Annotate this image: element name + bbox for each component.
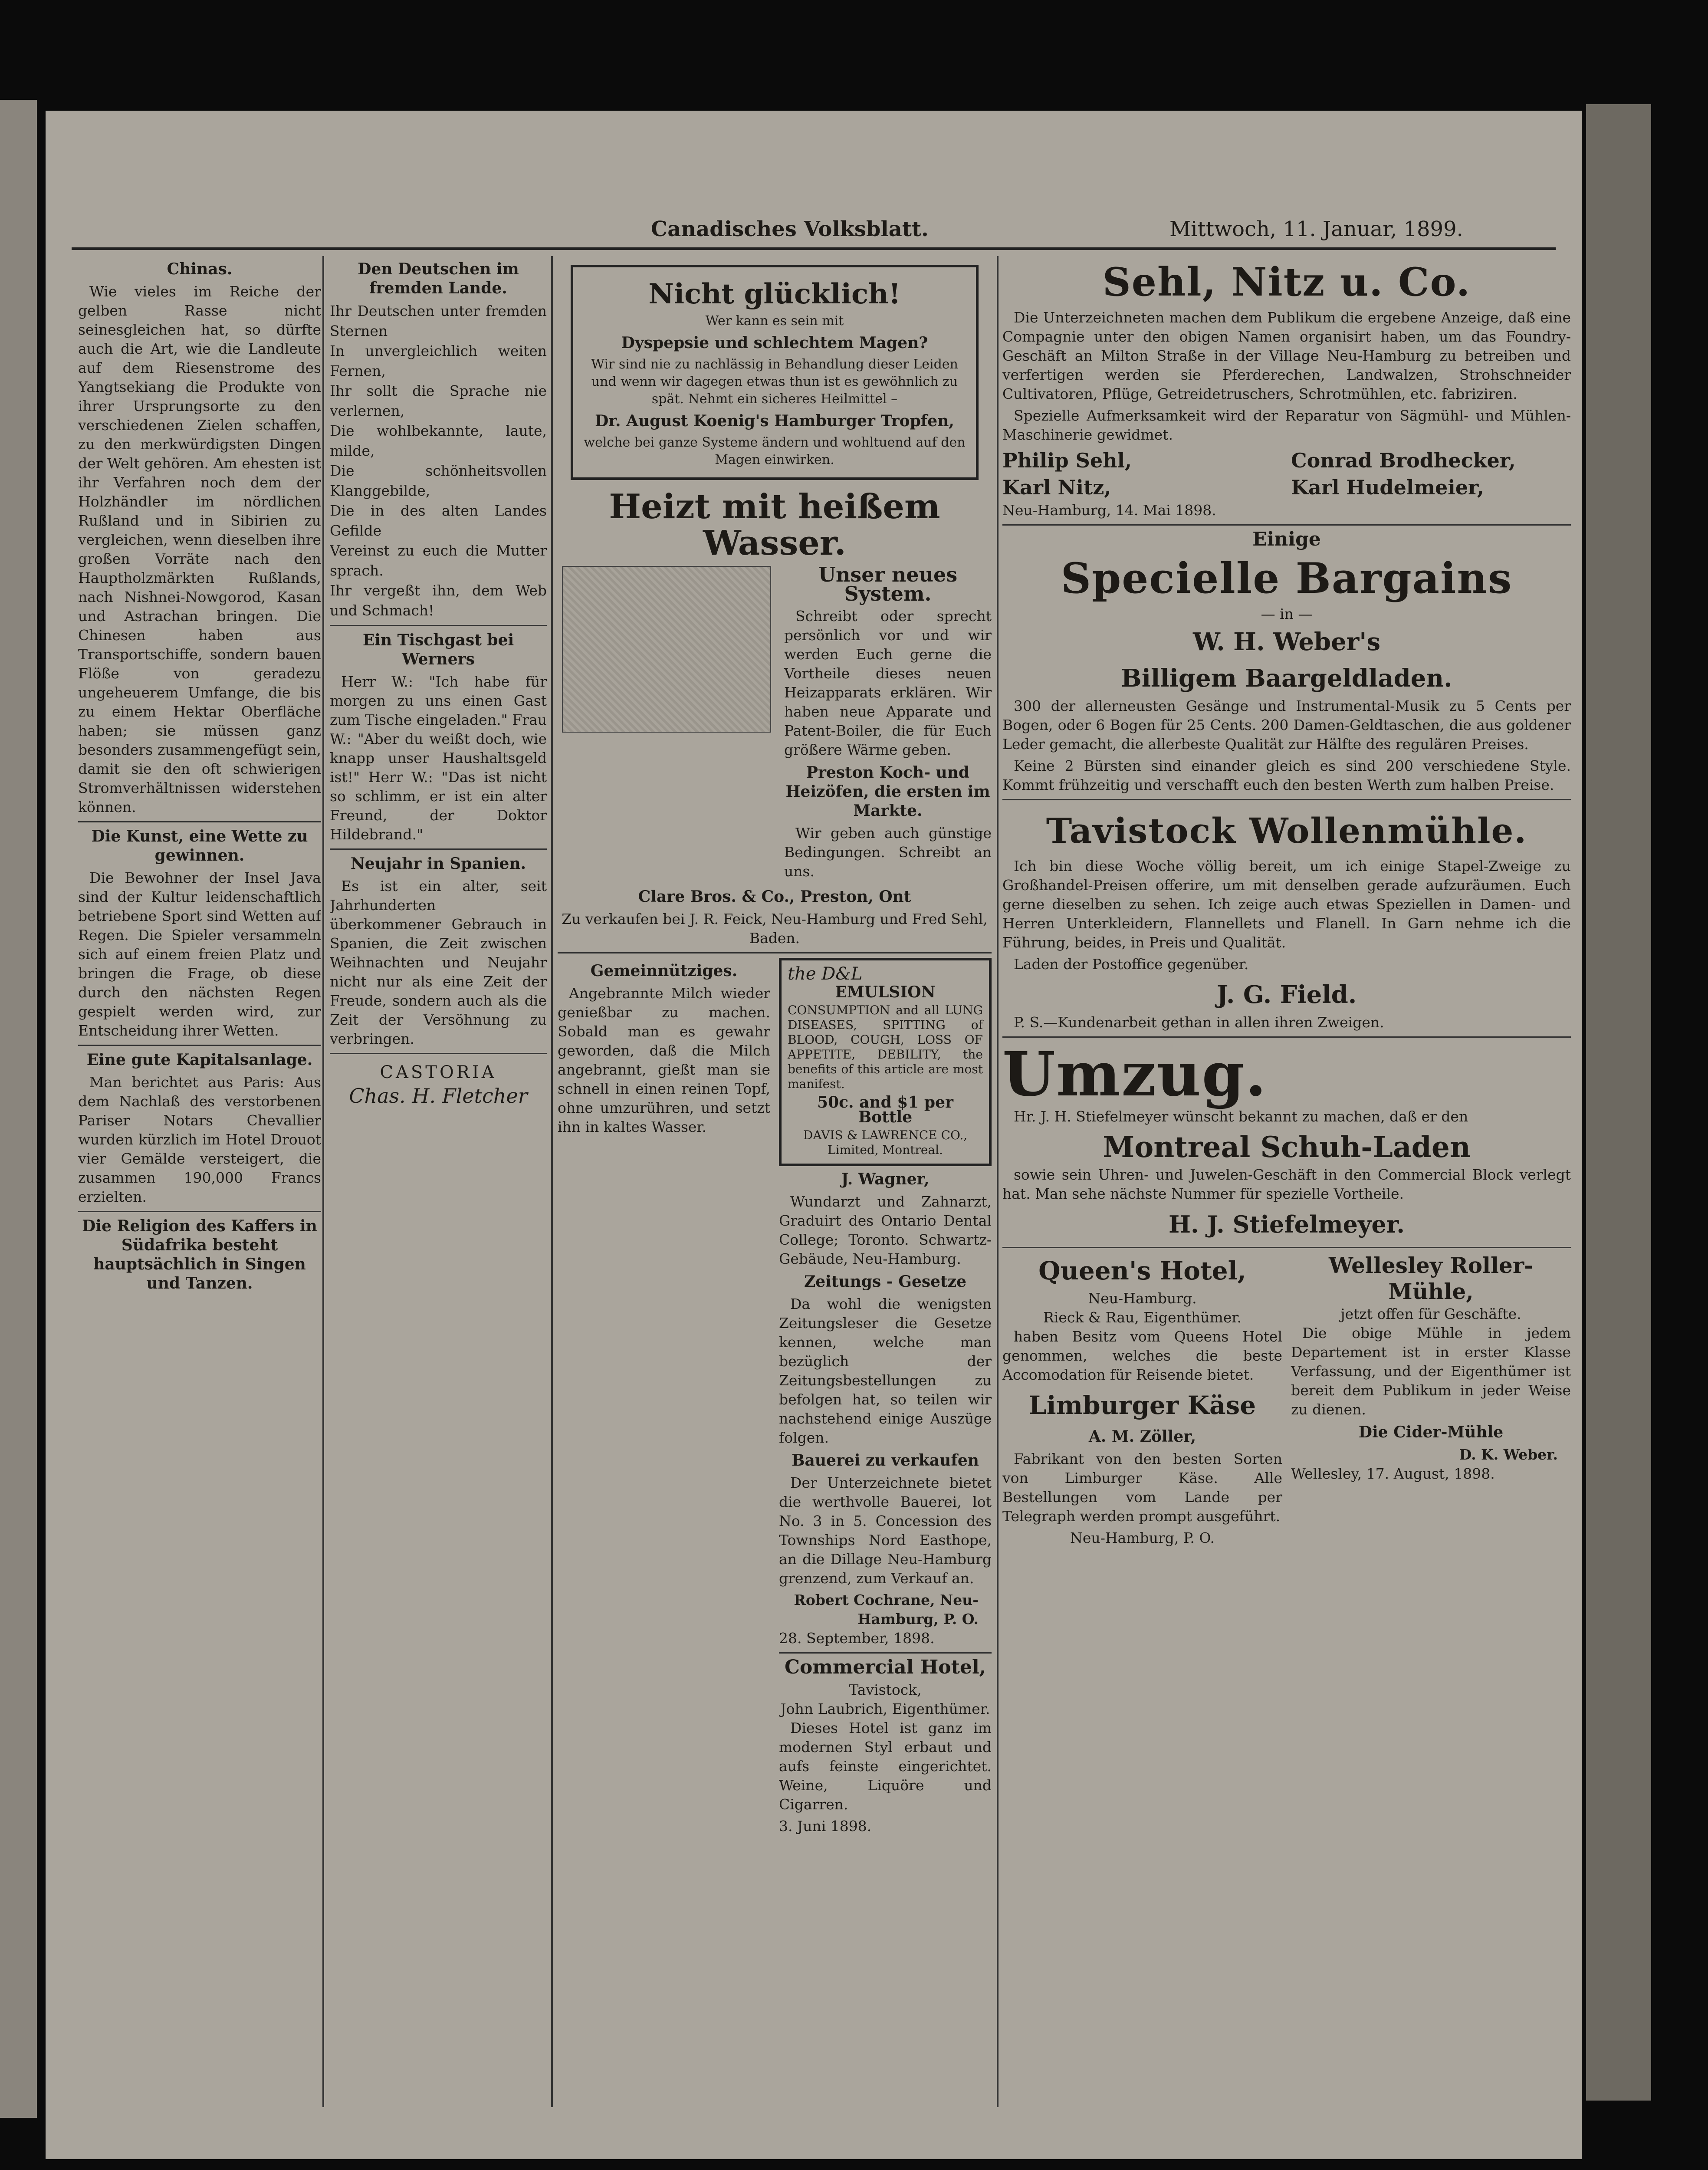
mill-headline: Wellesley Roller-Mühle, [1329,1253,1533,1304]
masthead [46,111,1582,254]
issue-date: Mittwoch, 11. Januar, 1899. [1169,217,1463,241]
ad-line: Dyspepsie und schlechtem Magen? [621,334,928,352]
boiler-illustration [562,566,771,733]
castoria-title: CASTORIA [380,1062,497,1082]
dyspepsia-ad [571,265,979,480]
hotel-place: Tavistock, [849,1681,922,1698]
article-title: Die Religion des Kaffers in Südafrika besteht hauptsächlich in Singen und Tanzen. [82,1217,317,1292]
mill-date: Wellesley, 17. August, 1898. [1291,1465,1495,1482]
poem-line: Die wohlbekannte, laute, milde, [330,422,547,459]
divider [330,848,547,850]
emulsion-price: 50c. and $1 per Bottle [817,1093,953,1126]
mill-signature: D. K. Weber. [1459,1446,1558,1463]
bauerei-date: 28. September, 1898. [779,1630,935,1647]
cheese-text: Fabrikant von den besten Sorten von Limburger Käse. Alle Bestellungen vom Lande per Telegraph werden prompt ausgeführt. [1002,1450,1282,1525]
ad-place: Preston Koch- und Heizöfen, die ersten im Markte. [785,763,990,820]
divider [78,1045,321,1046]
article-text: Man berichtet aus Paris: Aus dem Nachlaß des verstorbenen Pariser Notars Chevallier wurden kürzlich im Hotel Drouot vier Gemälde versteigert, die zusammen 190,000 Francs erzielten. [78,1074,321,1205]
emulsion-brand: the D&L [788,964,863,984]
ad-text: Hr. J. H. Stiefelmeyer wünscht bekannt zu machen, daß er den [1014,1108,1468,1125]
emulsion-text: CONSUMPTION and all LUNG DISEASES, SPITTING of BLOOD, COUGH, LOSS OF APPETITE, DEBILITY, the benefits of this article are most manifest. [788,1003,983,1091]
hotel-owner: John Laubrich, Eigenthümer. [780,1700,990,1717]
ad-text: Schreibt oder sprecht persönlich vor und wir werden Euch gerne die Vortheile dieses neuen Heizapparats erklären. Wir haben neue Apparate und Patent-Boiler, die für Euch größere Wärme geben. [784,608,992,758]
poem [330,301,547,621]
shoe-store-name: Montreal Schuh-Laden [1103,1130,1471,1164]
ad-text: 300 der allerneusten Gesänge und Instrumental-Musik zu 5 Cents per Bogen, oder 6 Bogen für 25 Cents. 200 Damen-Geldtaschen, die aus goldener Leder gemacht, die allerbeste Qualität zur Hälfte des regulären Preises. [1002,697,1571,753]
ad-headline: Nicht glücklich! [648,278,901,310]
ad-maker: Clare Bros. & Co., Preston, Ont [638,888,911,906]
ad-text: Wir sind nie zu nachlässig in Behandlung dieser Leiden und wenn wir dagegen etwas thun ist es gewöhnlich zu spät. Nehmt ein sicheres Heilmittel – [591,357,958,407]
bauerei-signature: Robert Cochrane, Neu-Hamburg, P. O. [794,1591,979,1628]
divider [558,952,992,953]
bauerei-title: Bauerei zu verkaufen [792,1451,979,1470]
divider [78,821,321,822]
cider-mill: Die Cider-Mühle [1358,1423,1504,1441]
ad-text: Spezielle Aufmerksamkeit wird der Reparatur von Sägmühl- und Mühlen-Maschinerie gewidmet. [1002,407,1571,443]
divider [1002,1036,1571,1038]
partner-name: Karl Nitz, [1002,476,1111,499]
umzug-headline: Umzug. [1002,1039,1268,1110]
store-name: W. H. Weber's [1193,628,1380,656]
article-title: Neujahr in Spanien. [350,855,526,873]
ad-text: Laden der Postoffice gegenüber. [1014,956,1249,973]
article-text: Es ist ein alter, seit Jahrhunderten überkommener Gebrauch in Spanien, die Zeit zwischen Weihnachten und Neujahr nicht nur als eine Zeit der Freude, sondern auch als die Zeit der Versöhnung zu verbringen. [330,878,547,1047]
ad-signature: J. G. Field. [1216,980,1357,1009]
ad-small: welche bei ganze Systeme ändern und wohltuend auf den Magen einwirken. [584,435,966,467]
ad-date: Neu-Hamburg, 14. Mai 1898. [1002,502,1216,519]
poem-line: Die in des alten Landes Gefilde [330,502,547,539]
article-text: Angebrannte Milch wieder genießbar zu machen. Sobald man es gewahr geworden, daß die Milch angebrannt, gießt man sie schnell in einen reinen Topf, ohne umzurühren, und setzt ihn in kaltes Wasser. [558,985,770,1135]
poem-line: Ihr sollt die Sprache nie verlernen, [330,382,547,419]
zeitung-title: Zeitungs - Gesetze [804,1272,967,1291]
wagner-title: J. Wagner, [841,1170,930,1188]
ad-text: Keine 2 Bürsten sind einander gleich es sind 200 verschiedene Style. Kommt frühzeitig und verschafft euch den besten Werth zum halben Preise. [1002,757,1571,793]
heating-ad [558,562,992,884]
partner-name: Philip Sehl, [1002,449,1132,472]
article-title: Die Kunst, eine Wette zu gewinnen. [91,827,308,865]
wool-mill-headline: Tavistock Wollenmühle. [1046,810,1527,851]
divider [1002,799,1571,800]
masthead-rule [72,247,1556,250]
paper-title: Canadisches Volksblatt. [651,217,929,241]
ad-text: Wir geben auch günstige Bedingungen. Schreibt an uns. [784,825,992,880]
newspaper-page [46,111,1582,2159]
hotel-date: 3. Juni 1898. [779,1818,872,1835]
bargain-in: — in — [1261,605,1313,622]
previous-page-edge [0,100,37,2118]
emulsion-ad [779,958,992,1166]
heating-ad-headline: Heizt mit heißem Wasser. [609,487,940,563]
bargain-pre: Einige [1252,528,1321,550]
zeitung-text: Da wohl die wenigsten Zeitungsleser die Gesetze kennen, welche man bezüglich der Zeitungsbestellungen zu befolgen hat, so teilen wir nachstehend einige Auszüge folgen. [779,1295,992,1446]
partner-names [1002,447,1571,501]
heating-ad-body [784,562,992,884]
ad-product: Dr. August Koenig's Hamburger Tropfen, [595,412,954,430]
lower-section [558,958,992,1836]
poem-line: In unvergleichlich weiten Fernen, [330,342,547,379]
cheese-headline: Limburger Käse [1028,1391,1256,1420]
column-2 [330,256,547,2107]
page-stack-edge [1586,104,1651,2101]
mill-text: Die obige Mühle in jedem Departement ist in erster Klasse Verfassung, und der Eigenthümer ist bereit dem Publikum in jeder Weise zu dienen. [1291,1325,1571,1418]
left-subcolumn [558,958,770,1836]
poem-line: Die schönheitsvollen Klanggebilde, [330,462,547,499]
emulsion-maker: DAVIS & LAWRENCE CO., Limited, Montreal. [803,1128,968,1157]
divider [330,625,547,626]
partner-name: Conrad Brodhecker, [1291,449,1516,472]
ad-text: Die Unterzeichneten machen dem Publikum die ergebene Anzeige, daß eine Compagnie unter den obigen Namen organisirt haben, um das Foundry-Geschäft an Milton Straße in der Village Neu-Hamburg zu betreiben und verfertigen werden sie Pferderechen, Landwalzen, Strohschneider Cultivatoren, Pflüge, Getreidetruschers, Schrotmühlen, etc. fabriziren. [1002,309,1571,402]
divider [1002,524,1571,526]
hotel-owner: Rieck & Rau, Eigenthümer. [1043,1309,1242,1326]
column-4 [1002,256,1571,2107]
ad-seller: Zu verkaufen bei J. R. Feick, Neu-Hamburg und Fred Sehl, Baden. [562,911,988,947]
bargain-headline: Specielle Bargains [1061,554,1513,603]
bauerei-text: Der Unterzeichnete bietet die werthvolle Bauerei, lot No. 3 in 5. Concession des Townships Nord Easthope, an die Dillage Neu-Hamburg grenzend, zum Verkauf an. [779,1474,992,1587]
bottom-ads [1002,1253,1571,1548]
article-title: Ein Tischgast bei Werners [362,631,514,668]
column-divider [997,256,999,2107]
article-title: Chinas. [167,260,233,278]
article-title: Eine gute Kapitalsanlage. [86,1051,313,1069]
divider [78,1211,321,1212]
hotel-title: Commercial Hotel, [785,1656,986,1678]
article-text: Die Bewohner der Insel Java sind der Kultur leidenschaftlich betriebene Sport sind Wetten auf Regen. Die Spieler versammeln sich auf einem freien Platz und bringen die Frage, ob diese durch den nächsten Regen gespielt werden wird, zur Entscheidung ihrer Wetten. [78,869,321,1039]
divider [779,1652,992,1654]
ad-subline: Wer kann es sein mit [705,313,844,329]
store-name-2: Billigem Baargeldladen. [1121,664,1452,693]
bottom-right-ads [1291,1253,1571,1548]
column-divider [551,256,553,2107]
names-left [1002,447,1282,501]
poem-line: Ihr Deutschen unter fremden Sternen [330,302,547,339]
ad-ps: P. S.—Kundenarbeit gethan in allen ihren Zweigen. [1014,1014,1384,1031]
hotel-text: haben Besitz vom Queens Hotel genommen, welches die beste Accomodation für Reisende bietet. [1002,1328,1282,1383]
poem-line: Vereinst zu euch die Mutter sprach. [330,542,547,579]
column-divider [322,256,324,2107]
emulsion-title: EMULSION [835,983,936,1001]
poem-title: Den Deutschen im fremden Lande. [358,260,519,297]
mill-sub: jetzt offen für Geschäfte. [1340,1305,1521,1322]
cheese-place: Neu-Hamburg, P. O. [1070,1529,1215,1546]
article-title: Gemeinnütziges. [590,962,738,980]
wagner-text: Wundarzt und Zahnarzt, Graduirt des Ontario Dental College; Toronto. Schwartz-Gebäude, Neu-Hamburg. [779,1193,992,1267]
right-subcolumn [779,958,992,1836]
article-text: Herr W.: "Ich habe für morgen zu uns einen Gast zum Tische eingeladen." Frau W.: "Aber du weißt doch, wie knapp unser Haushaltsgeld ist!" Herr W.: "Das ist nicht so schlimm, er ist ein alter Freund, der Doktor Hildebrand." [330,673,547,843]
hotel-text: Dieses Hotel ist ganz im modernen Styl erbaut und aufs feinste eingerichtet. Weine, Liquöre und Cigarren. [779,1720,992,1813]
sehl-nitz-headline: Sehl, Nitz u. Co. [1102,259,1471,305]
column-3 [558,256,992,2107]
castoria-signature: Chas. H. Fletcher [349,1084,528,1108]
cheese-owner: A. M. Zöller, [1088,1427,1196,1446]
ad-text: sowie sein Uhren- und Juwelen-Geschäft in den Commercial Block verlegt hat. Man sehe nächste Nummer für spezielle Vortheile. [1002,1166,1571,1202]
poem-line: Ihr vergeßt ihn, dem Web und Schmach! [330,582,547,619]
divider [330,1053,547,1054]
ad-text: Ich bin diese Woche völlig bereit, um ich einige Stapel-Zweige zu Großhandel-Preisen offerire, um mit denselben gerade aufzuräumen. Euch gerne dieselben zu sehen. Ich zeige auch etwas Speziellen in Damen- und Herren Unterkleidern, Flannellets und Flanell. In Garn nehme ich die Führung, beides, in Preis und Qualität. [1002,858,1571,951]
article-text: Wie vieles im Reiche der gelben Rasse nicht seinesgleichen hat, so dürfte auch die Art, wie die Landleute auf dem Riesenstrome des Yangtsekiang die Produkte von ihrer Ursprungsorte zu den verschiedenen Zielen schaffen, zu den merkwürdigsten Dingen der Welt gehören. Am ehesten ist ihr Verfahren noch dem der Holzhändler im nördlichen Rußland und in Sibirien zu vergleichen, wenn dieselben ihre großen Vorräte nach den Hauptholzmärkten Rußlands, nach Nishnei-Nowgorod, Kasan und Astrachan bringen. Die Chinesen haben aus Transportschiffe, sondern bauen Flöße von geradezu ungeheuerem Umfange, die bis zu einem Hektar Oberfläche haben; sie müssen ganz besonders zusammengefügt sein, damit sie den oft schwierigen Stromverhältnissen widerstehen können. [78,283,321,815]
ad-signature: H. J. Stiefelmeyer. [1168,1210,1405,1238]
divider [1002,1247,1571,1248]
column-1 [78,256,321,2107]
castoria-ad [330,1062,547,1108]
hotel-place: Neu-Hamburg. [1088,1290,1197,1307]
names-right [1291,447,1571,501]
ad-subtitle: Unser neues System. [818,563,958,605]
bottom-left-ads [1002,1253,1282,1548]
partner-name: Karl Hudelmeier, [1291,476,1484,499]
hotel-headline: Queen's Hotel, [1038,1256,1246,1286]
